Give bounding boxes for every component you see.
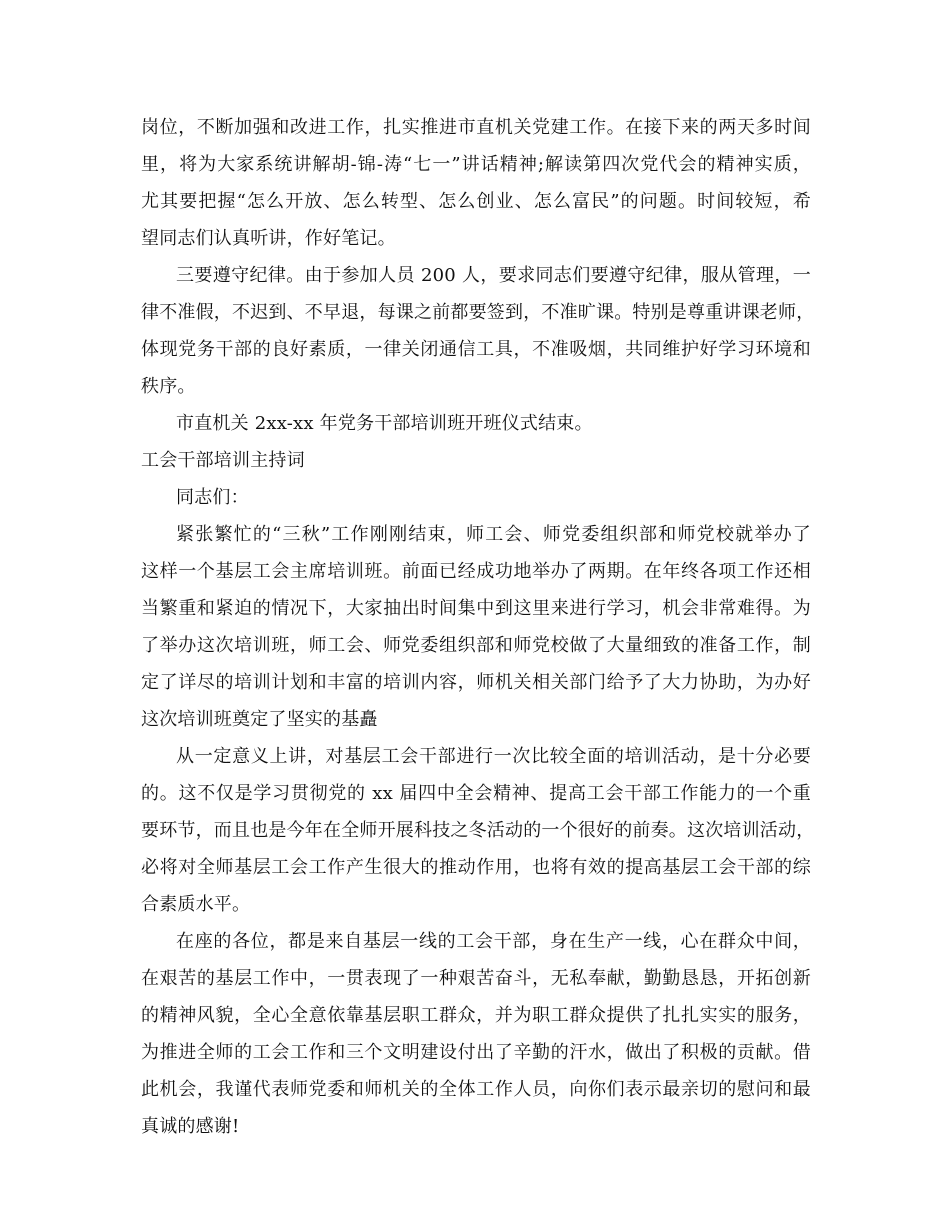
text-line: 的。这不仅是学习贯彻党的 xx 届四中全会精神、提高工会干部工作能力的一个重 <box>141 783 811 804</box>
text-line: 里，将为大家系统讲解胡-锦-涛“七一”讲话精神;解读第四次党代会的精神实质， <box>141 154 811 175</box>
salutation: 同志们： <box>176 487 249 508</box>
text-line: 在艰苦的基层工作中，一贯表现了一种艰苦奋斗，无私奉献，勤勤恳恳，开拓创新 <box>141 968 811 989</box>
text-line: 秩序。 <box>141 376 196 397</box>
text-line: 要环节，而且也是今年在全师开展科技之冬活动的一个很好的前奏。这次培训活动， <box>141 820 815 841</box>
text-line: 此机会，我谨代表师党委和师机关的全体工作人员，向你们表示最亲切的慰问和最 <box>141 1079 811 1100</box>
text-line: 必将对全师基层工会工作产生很大的推动作用，也将有效的提高基层工会干部的综 <box>141 857 811 878</box>
section-heading: 工会干部培训主持词 <box>141 450 305 471</box>
text-line: 这样一个基层工会主席培训班。前面已经成功地举办了两期。在年终各项工作还相 <box>141 561 811 582</box>
text-line: 的精神风貌，全心全意依靠基层职工群众，并为职工群众提供了扎扎实实的服务， <box>141 1005 811 1026</box>
text-line: 真诚的感谢! <box>141 1116 240 1137</box>
text-line: 体现党务干部的良好素质，一律关闭通信工具，不准吸烟，共同维护好学习环境和 <box>141 339 811 360</box>
text-line: 尤其要把握“怎么开放、怎么转型、怎么创业、怎么富民”的问题。时间较短，希 <box>141 191 811 212</box>
text-line: 当繁重和紧迫的情况下，大家抽出时间集中到这里来进行学习，机会非常难得。为 <box>141 598 811 619</box>
text-line: 这次培训班奠定了坚实的基矗 <box>141 709 378 730</box>
text-line: 岗位，不断加强和改进工作，扎实推进市直机关党建工作。在接下来的两天多时间 <box>141 117 811 138</box>
paragraph-first-line: 从一定意义上讲，对基层工会干部进行一次比较全面的培训活动，是十分必要 <box>176 746 811 767</box>
text-line: 律不准假，不迟到、不早退，每课之前都要签到，不准旷课。特别是尊重讲课老师， <box>141 302 815 323</box>
text-line: 定了详尽的培训计划和丰富的培训内容，师机关相关部门给予了大力协助，为办好 <box>141 672 811 693</box>
text-line: 望同志们认真听讲，作好笔记。 <box>141 228 396 249</box>
paragraph-first-line: 市直机关 2xx-xx 年党务干部培训班开班仪式结束。 <box>176 413 593 434</box>
paragraph-first-line: 在座的各位，都是来自基层一线的工会干部，身在生产一线，心在群众中间， <box>176 931 811 952</box>
paragraph-first-line: 紧张繁忙的“三秋”工作刚刚结束，师工会、师党委组织部和师党校就举办了 <box>176 524 811 545</box>
text-line: 为推进全师的工会工作和三个文明建设付出了辛勤的汗水，做出了积极的贡献。借 <box>141 1042 811 1063</box>
text-line: 了举办这次培训班，师工会、师党委组织部和师党校做了大量细致的准备工作，制 <box>141 635 811 656</box>
text-line: 合素质水平。 <box>141 894 251 915</box>
paragraph-first-line: 三要遵守纪律。由于参加人员 200 人，要求同志们要遵守纪律，服从管理，一 <box>176 265 811 286</box>
